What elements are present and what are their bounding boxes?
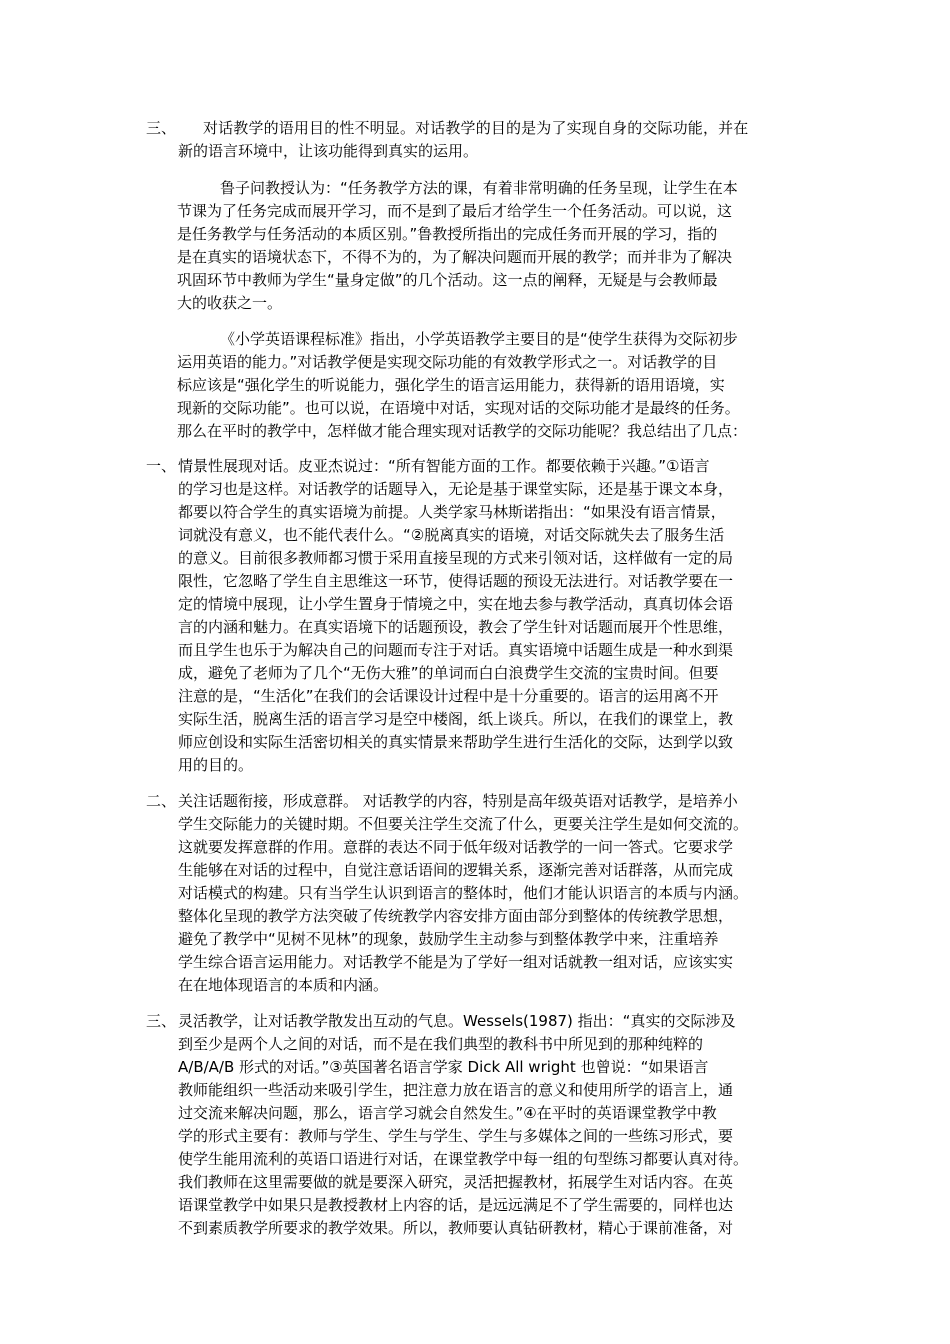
text-line: 避免了教学中“见树不见林”的现象，鼓励学生主动参与到整体教学中来，注重培养 bbox=[178, 930, 719, 948]
text-line: 学生综合语言运用能力。对话教学不能是为了学好一组对话就教一组对话，应该实实 bbox=[178, 953, 734, 971]
text-line: A/B/A/B 形式的对话。”③英国著名语言学家 Dick All wright 也曾说：“如果语言 bbox=[178, 1058, 709, 1076]
text-line: 定的情境中展现，让小学生置身于情境之中，实在地去参与教学活动，真真切体会语 bbox=[178, 595, 734, 613]
text-line: 学生交际能力的关键时期。不但要关注学生交流了什么，更要关注学生是如何交流的。 bbox=[178, 815, 749, 833]
text-line: 新的语言环境中，让该功能得到真实的运用。 bbox=[178, 142, 479, 160]
text-line: 都要以符合学生的真实语境为前提。人类学家马林斯诺指出：“如果没有语言情景， bbox=[178, 503, 726, 521]
text-line: 不到素质教学所要求的教学效果。所以，教师要认真钻研教材，精心于课前准备，对 bbox=[178, 1219, 734, 1237]
text-line: 学的形式主要有：教师与学生、学生与学生、学生与多媒体之间的一些练习形式，要 bbox=[178, 1127, 734, 1145]
text-line: 节课为了任务完成而展开学习，而不是到了最后才给学生一个任务活动。可以说，这 bbox=[177, 202, 733, 220]
text-line: 用的目的。 bbox=[178, 756, 254, 774]
list-marker: 二、 bbox=[146, 792, 177, 810]
text-line: 整体化呈现的教学方法突破了传统教学内容安排方面由部分到整体的传统教学思想， bbox=[178, 907, 734, 925]
text-line: 《小学英语课程标准》指出，小学英语教学主要目的是“使学生获得为交际初步 bbox=[220, 330, 738, 348]
text-line: 鲁子问教授认为：“任务教学方法的课，有着非常明确的任务呈现，让学生在本 bbox=[220, 179, 738, 197]
text-line: 情景性展现对话。皮亚杰说过：“所有智能方面的工作。都要依赖于兴趣。”①语言 bbox=[178, 457, 710, 475]
text-line: 巩固环节中教师为学生“量身定做”的几个活动。这一点的阐释，无疑是与会教师最 bbox=[177, 271, 718, 289]
list-marker: 一、 bbox=[146, 457, 177, 475]
text-line: 的学习也是这样。对话教学的话题导入，无论是基于课堂实际，还是基于课文本身， bbox=[178, 480, 734, 498]
text-line: 运用英语的能力。”对话教学便是实现交际功能的有效教学形式之一。对话教学的目 bbox=[177, 353, 718, 371]
text-line: 现新的交际功能”。也可以说，在语境中对话，实现对话的交际功能才是最终的任务。 bbox=[177, 399, 740, 417]
text-line: 的意义。目前很多教师都习惯于采用直接呈现的方式来引领对话，这样做有一定的局 bbox=[178, 549, 734, 567]
text-line: 成，避免了老师为了几个“无伤大雅”的单词而白白浪费学生交流的宝贵时间。但要 bbox=[178, 664, 719, 682]
text-line: 实际生活，脱离生活的语言学习是空中楼阁，纸上谈兵。所以，在我们的课堂上，教 bbox=[178, 710, 734, 728]
text-line: 使学生能用流利的英语口语进行对话，在课堂教学中每一组的句型练习都要认真对待。 bbox=[178, 1150, 749, 1168]
text-line: 是在真实的语境状态下，不得不为的，为了解决问题而开展的教学；而并非为了解决 bbox=[177, 248, 733, 266]
text-line: 对话教学的语用目的性不明显。对话教学的目的是为了实现自身的交际功能，并在 bbox=[203, 119, 749, 137]
list-marker: 三、 bbox=[146, 119, 177, 137]
text-line: 是任务教学与任务活动的本质区别。”鲁教授所指出的完成任务而开展的学习，指的 bbox=[177, 225, 718, 243]
text-line: 教师能组织一些活动来吸引学生，把注意力放在语言的意义和使用所学的语言上，通 bbox=[178, 1081, 734, 1099]
text-line: 到至少是两个人之间的对话，而不是在我们典型的教科书中所见到的那种纯粹的 bbox=[178, 1035, 704, 1053]
list-marker: 三、 bbox=[146, 1012, 177, 1030]
text-line: 注意的是，“生活化”在我们的会话课设计过程中是十分重要的。语言的运用离不开 bbox=[178, 687, 719, 705]
text-line: 师应创设和实际生活密切相关的真实情景来帮助学生进行生活化的交际，达到学以致 bbox=[178, 733, 734, 751]
text-line: 对话模式的构建。只有当学生认识到语言的整体时，他们才能认识语言的本质与内涵。 bbox=[178, 884, 749, 902]
text-line: 过交流来解决问题，那么，语言学习就会自然发生。”④在平时的英语课堂教学中教 bbox=[178, 1104, 717, 1122]
text-line: 而且学生也乐于为解决自己的问题而专注于对话。真实语境中话题生成是一种水到渠 bbox=[178, 641, 734, 659]
text-line: 那么在平时的教学中，怎样做才能合理实现对话教学的交际功能呢？我总结出了几点： bbox=[177, 422, 748, 440]
text-line: 这就要发挥意群的作用。意群的表达不同于低年级对话教学的一问一答式。它要求学 bbox=[178, 838, 734, 856]
text-line: 言的内涵和魅力。在真实语境下的话题预设，教会了学生针对话题而展开个性思维， bbox=[178, 618, 734, 636]
text-line: 在在地体现语言的本质和内涵。 bbox=[178, 976, 389, 994]
text-line: 关注话题衔接，形成意群。 对话教学的内容，特别是高年级英语对话教学，是培养小 bbox=[178, 792, 738, 810]
text-line: 限性，它忽略了学生自主思维这一环节，使得话题的预设无法进行。对话教学要在一 bbox=[178, 572, 734, 590]
text-line: 语课堂教学中如果只是教授教材上内容的话，是远远满足不了学生需要的，同样也达 bbox=[178, 1196, 734, 1214]
text-line: 生能够在对话的过程中，自觉注意话语间的逻辑关系，逐渐完善对话群落，从而完成 bbox=[178, 861, 734, 879]
text-line: 标应该是“强化学生的听说能力，强化学生的语言运用能力，获得新的语用语境，实 bbox=[177, 376, 725, 394]
text-line: 词就没有意义，也不能代表什么。“②脱离真实的语境，对话交际就失去了服务生活 bbox=[178, 526, 725, 544]
text-line: 我们教师在这里需要做的就是要深入研究，灵活把握教材，拓展学生对话内容。在英 bbox=[178, 1173, 734, 1191]
text-line: 大的收获之一。 bbox=[177, 294, 283, 312]
text-line: 灵活教学，让对话教学散发出互动的气息。Wessels(1987) 指出：“真实的交际涉及 bbox=[178, 1012, 736, 1030]
